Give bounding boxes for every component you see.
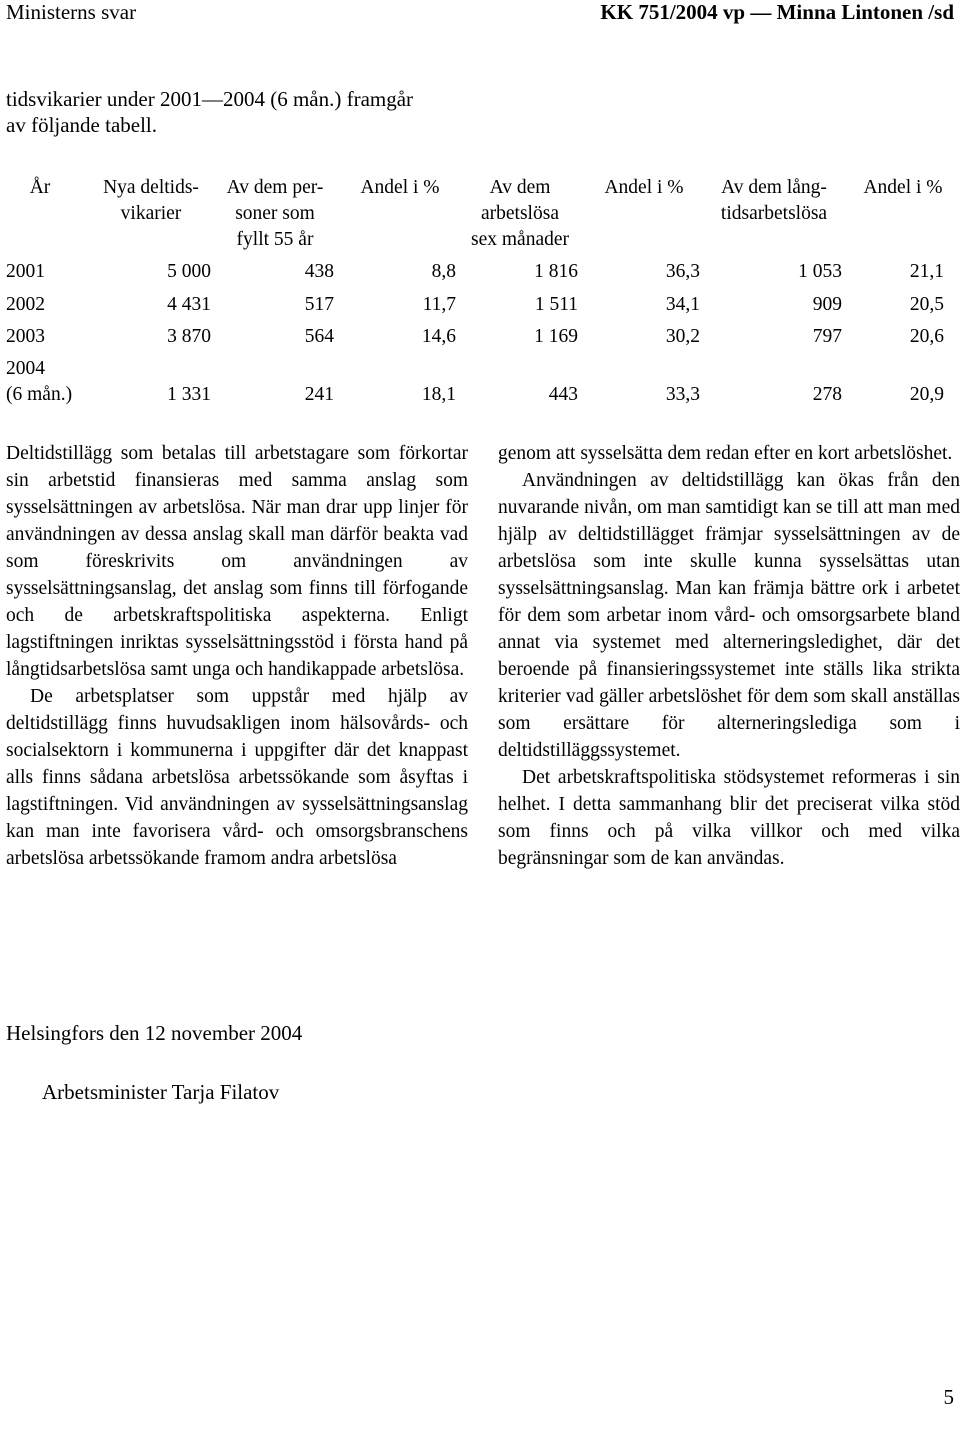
table-header-line: arbetslösa <box>481 203 559 224</box>
table-header-line: sex månader <box>471 229 569 250</box>
table-cell: 241 <box>304 384 334 405</box>
signature-place-date: Helsingfors den 12 november 2004 <box>6 1021 303 1045</box>
body-paragraph: Det arbetskraftspolitiska stödsystemet reformeras i sin helhet. I detta sammanhang blir det preciserat vilka stöd som finns och på vilka villkor och med vilka begränsningar som de kan användas. <box>498 767 960 869</box>
table-cell: 1 169 <box>534 326 578 347</box>
table-cell: 20,6 <box>909 326 944 347</box>
table-cell: 438 <box>304 261 334 282</box>
table-cell: 564 <box>304 326 334 347</box>
table-cell: 36,3 <box>665 261 700 282</box>
table-cell: 443 <box>548 384 578 405</box>
table-cell: 34,1 <box>665 294 700 315</box>
table-cell: 278 <box>812 384 842 405</box>
page-number: 5 <box>943 1385 954 1409</box>
table-header-line: Andel i % <box>863 177 943 198</box>
table-header-line: Nya deltids- <box>103 177 199 198</box>
table-cell: 1 053 <box>798 261 842 282</box>
table-cell: 1 816 <box>534 261 578 282</box>
table-header-line: Av dem lång- <box>721 177 827 198</box>
table-cell: 8,8 <box>431 261 456 282</box>
table-cell: 20,5 <box>909 294 944 315</box>
page-header-right: KK 751/2004 vp — Minna Lintonen /sd <box>600 0 954 24</box>
body-paragraph: Deltidstillägg som betalas till arbetstagare som förkortar sin arbetstid finansieras med samma anslag som sysselsättningen av arbetslösa. När man drar upp linjer för användningen av dessa anslag skall man därför beakta vad som föreskrivits om användningen av sysselsättningsanslag, det anslag som finns till förfogande och de arbetskraftspolitiska aspekterna. Enligt lagstiftningen inriktas sysselsättningsstöd i första hand på långtidsarbetslösa samt unga och handikappade arbetslösa. <box>6 443 468 680</box>
table-header <box>704 175 844 227</box>
table-cell-year: (6 mån.) <box>6 384 73 405</box>
table-header-line: Av dem per- <box>226 177 324 198</box>
table-cell: 797 <box>812 326 842 347</box>
table-cell: 3 870 <box>167 326 211 347</box>
signature-name: Arbetsminister Tarja Filatov <box>42 1080 280 1104</box>
table-cell: 5 000 <box>167 261 211 282</box>
page-header-left: Ministerns svar <box>6 0 137 24</box>
table-header-line: Av dem <box>489 177 551 198</box>
table-header-line: Andel i % <box>604 177 684 198</box>
table-header <box>344 175 456 201</box>
body-column-right <box>498 440 960 872</box>
table-header-line: soner som <box>235 203 315 224</box>
table-cell-year: 2002 <box>6 294 45 315</box>
body-column-left <box>6 440 468 872</box>
table-header <box>20 175 60 201</box>
table-header-line: vikarier <box>120 203 182 224</box>
table-cell: 30,2 <box>665 326 700 347</box>
intro-line: tidsvikarier under 2001—2004 (6 mån.) framgår <box>6 87 414 111</box>
table-cell: 20,9 <box>909 384 944 405</box>
intro-line: av följande tabell. <box>6 113 158 137</box>
table-header-line: fyllt 55 år <box>236 229 314 250</box>
table-header <box>588 175 700 201</box>
table-cell: 33,3 <box>665 384 700 405</box>
table-header <box>214 175 336 253</box>
table-header <box>92 175 210 227</box>
table-cell: 11,7 <box>422 294 456 315</box>
body-paragraph: De arbetsplatser som uppstår med hjälp av deltidstillägg finns huvudsakligen inom hälsovårds- och socialsektorn i kommunerna i uppgifter där det knappast alls finns sådana arbetslösa arbetssökande som åsyftas i lagstiftningen. Vid användningen av sysselsättningsanslag kan man inte favorisera vård- och omsorgsbranschens arbetslösa arbetssökande framom andra arbetslösa <box>6 686 468 869</box>
table-header-line: tidsarbetslösa <box>720 203 828 224</box>
intro-text <box>6 86 413 138</box>
table-cell: 21,1 <box>909 261 944 282</box>
table-cell-year: 2003 <box>6 326 45 347</box>
table-header-line: Andel i % <box>360 177 440 198</box>
body-paragraph: genom att sysselsätta dem redan efter en kort arbetslöshet. <box>498 443 953 464</box>
table-cell: 14,6 <box>421 326 456 347</box>
table-cell: 18,1 <box>421 384 456 405</box>
table-header <box>460 175 580 253</box>
table-cell-year: 2001 <box>6 261 45 282</box>
table-header <box>848 175 958 201</box>
body-paragraph: Användningen av deltidstillägg kan ökas från den nuvarande nivån, om man samtidigt kan se till att man med hjälp av deltidstillägget främjar sysselsättningen av de arbetslösa som inte skulle kunna sysselsättas utan sysselsättningsanslag. Man kan främja bättre ork i arbetet för dem som arbetar inom vård- och omsorgsarbete bland annat via systemet med alterneringsledighet, där det beroende på finansieringssystemet inte ställs lika strikta kriterier vad gäller arbetslöshet för dem som skall anställas som ersättare för alterneringslediga som i deltidstilläggssystemet. <box>498 470 960 761</box>
table-header-line: År <box>29 177 51 198</box>
table-cell: 1 511 <box>534 294 578 315</box>
table-cell: 517 <box>304 294 334 315</box>
table-cell-year: 2004 <box>6 358 45 379</box>
table-cell: 4 431 <box>167 294 211 315</box>
table-cell: 1 331 <box>167 384 211 405</box>
table-cell: 909 <box>812 294 842 315</box>
